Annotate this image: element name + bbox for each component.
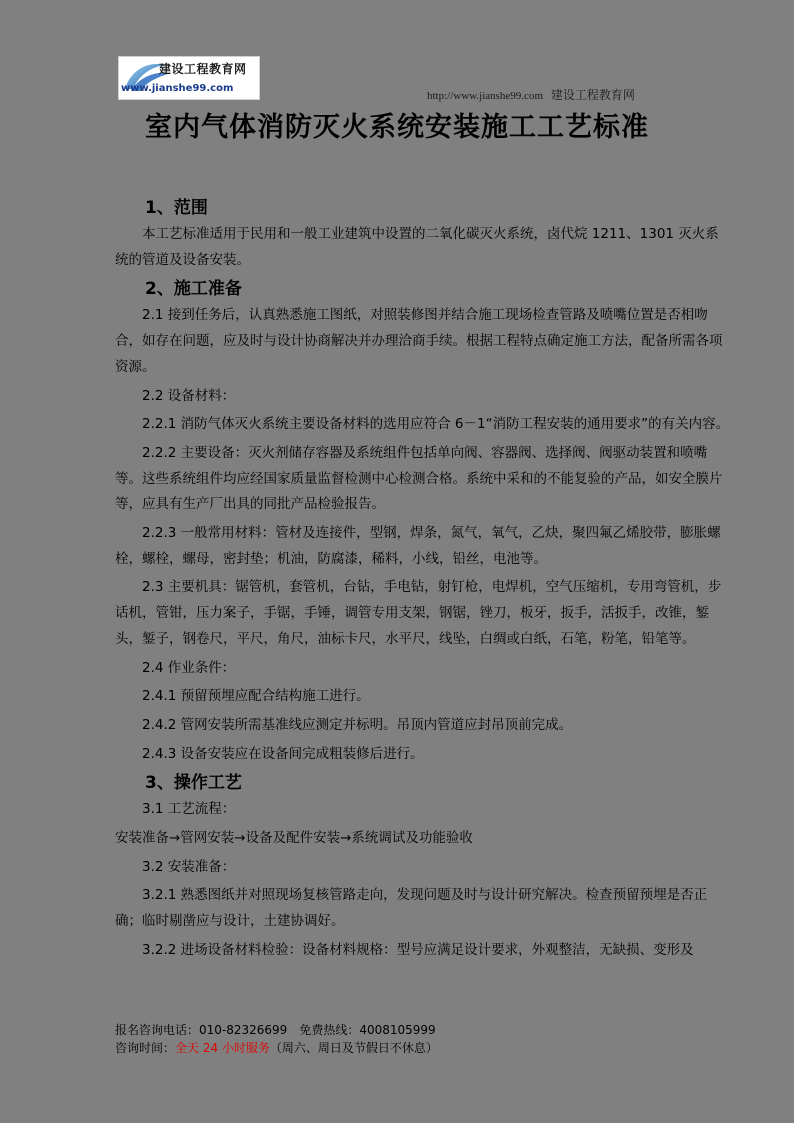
header-site-info <box>427 86 635 103</box>
document-title: 室内气体消防灭火系统安装施工工艺标准 <box>145 112 649 143</box>
paragraph: 2.4 作业条件： <box>142 659 236 676</box>
site-logo[interactable] <box>118 56 260 100</box>
paragraph: 本工艺标准适用于民用和一般工业建筑中设置的二氧化碳灭火系统，卤代烷 1211、1301 灭火系统的管道及设备安装。 <box>115 226 719 268</box>
paragraph: 3.1 工艺流程： <box>142 801 236 818</box>
paragraph: 2.4.1 预留预埋应配合结构施工进行。 <box>142 688 370 705</box>
section-heading: 2、施工准备 <box>145 279 242 300</box>
paragraph: 2.4.3 设备安装应在设备间完成粗装修后进行。 <box>142 745 424 762</box>
document-body <box>115 195 730 967</box>
paragraph: 3.2.1 熟悉图纸并对照现场复核管路走向，发现问题及时与设计研究解决。检查预留预埋是否正确；临时剔凿应与设计，土建协调好。 <box>115 887 708 930</box>
section-operation <box>115 770 730 963</box>
paragraph: 2.2 设备材料： <box>142 387 236 404</box>
section-scope <box>115 195 730 273</box>
site-url-link[interactable]: http://www.jianshe99.com <box>427 90 543 102</box>
paragraph: 2.3 主要机具：锯管机，套管机，台钻，手电钻，射钉枪，电焊机，空气压缩机，专用弯管机，步话机，管钳，压力案子，手锯，手锤，调管专用支架，钢锯，锉刀，板牙，扳手，活扳手，改锥，錾头，錾子，钢卷尺，平尺，角尺，油标卡尺，水平尺，线坠，白绸或白纸，石笔，粉笔，铅笔等。 <box>115 579 722 647</box>
paragraph: 2.4.2 管网安装所需基准线应测定并标明。吊顶内管道应封吊顶前完成。 <box>142 716 573 733</box>
footer-hours-highlight: 全天 24 小时服务 <box>175 1041 270 1055</box>
paragraph: 3.2.2 进场设备材料检验：设备材料规格：型号应满足设计要求，外观整洁，无缺损、变形及 <box>142 941 694 958</box>
footer-hours-suffix: （周六、周日及节假日不休息） <box>269 1041 438 1055</box>
site-name: 建设工程教育网 <box>550 88 635 102</box>
footer-hours-prefix: 咨询时间： <box>115 1041 176 1055</box>
logo-name: 建设工程教育网 <box>159 62 247 76</box>
section-heading: 3、操作工艺 <box>145 773 242 794</box>
footer-hours-line <box>115 1039 438 1057</box>
paragraph: 2.1 接到任务后，认真熟悉施工图纸，对照装修图并结合施工现场检查管路及喷嘴位置是否相吻合，如存在问题，应及时与设计协商解决并办理洽商手续。根据工程特点确定施工方法，配备所需各项资源。 <box>115 307 723 375</box>
paragraph: 3.2 安装准备： <box>142 858 236 875</box>
section-heading: 1、范围 <box>145 198 208 218</box>
footer-phone-line: 报名咨询电话：010-82326699 免费热线：4008105999 <box>115 1023 436 1037</box>
contact-footer <box>115 1021 438 1057</box>
paragraph: 安装准备→管网安装→设备及配件安装→系统调试及功能验收 <box>115 830 473 847</box>
logo-url: www.jianshe99.com <box>121 83 234 94</box>
paragraph: 2.2.2 主要设备：灭火剂储存容器及系统组件包括单向阀、容器阀、选择阀、阀驱动装置和喷嘴等。这些系统组件均应经国家质量监督检测中心检测合格。系统中采和的不能复验的产品，如安全膜片等，应具有生产厂出具的同批产品检验报告。 <box>115 444 723 513</box>
paragraph: 2.2.1 消防气体灭火系统主要设备材料的选用应符合 6－1“消防工程安装的通用要求”的有关内容。 <box>142 416 730 433</box>
section-preparation <box>115 276 730 767</box>
paragraph: 2.2.3 一般常用材料：管材及连接件，型钢，焊条，氮气，氧气，乙炔，聚四氟乙烯胶带，膨胀螺栓，螺栓，螺母，密封垫；机油，防腐漆，稀料，小线，铅丝，电池等。 <box>115 525 721 567</box>
